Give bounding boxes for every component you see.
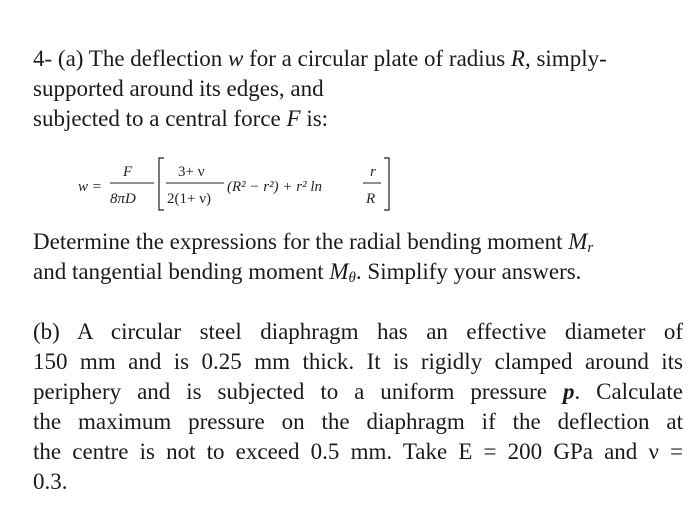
part-b-statement bbox=[33, 317, 683, 497]
part-b-line-4: the maximum pressure on the diaphragm if the deflection at bbox=[33, 409, 683, 434]
variable-Mtheta: M bbox=[329, 259, 349, 284]
text: , simply- bbox=[524, 46, 607, 71]
part-a-statement bbox=[33, 44, 683, 134]
formula-frac3-den: R bbox=[366, 191, 376, 207]
formula-frac1-den: 8πD bbox=[110, 191, 136, 207]
text: . Calculate bbox=[574, 379, 683, 404]
part-a-line-1 bbox=[33, 44, 683, 74]
formula-frac2-den: 2(1+ ν) bbox=[167, 191, 211, 207]
subscript-r: r bbox=[587, 240, 594, 256]
variable-w: w bbox=[227, 46, 244, 71]
variable-R: R bbox=[510, 46, 525, 71]
formula-frac3-num: r bbox=[370, 164, 376, 180]
right-bracket bbox=[384, 158, 389, 210]
determine-line-1 bbox=[33, 227, 683, 257]
subscript-theta: θ bbox=[348, 270, 356, 286]
text: is: bbox=[300, 106, 329, 131]
formula-frac2-num: 3+ ν bbox=[178, 164, 205, 180]
text: . Simplify your answers. bbox=[355, 259, 582, 284]
formula-lhs: w = bbox=[78, 179, 102, 195]
part-a-line-3 bbox=[33, 104, 683, 134]
variable-Mr: M bbox=[568, 229, 588, 254]
text: subjected to a central force bbox=[33, 106, 287, 131]
variable-p: p bbox=[562, 379, 575, 404]
formula-term1: (R² − r²) + r² ln bbox=[227, 179, 322, 195]
determine-statement bbox=[33, 227, 683, 287]
text: Determine the expressions for the radial bending moment bbox=[33, 229, 569, 254]
part-b-line-3 bbox=[33, 377, 683, 407]
text: and tangential bending moment bbox=[33, 259, 330, 284]
variable-F: F bbox=[286, 106, 301, 131]
part-b-line-6: 0.3. bbox=[33, 469, 68, 494]
part-a-line-2: supported around its edges, and bbox=[33, 76, 324, 101]
text: for a circular plate of radius bbox=[243, 46, 511, 71]
deflection-formula bbox=[70, 148, 430, 218]
text: periphery and is subjected to a uniform pressure bbox=[33, 379, 563, 404]
part-b-line-1: (b) A circular steel diaphragm has an effective diameter of bbox=[33, 319, 683, 344]
part-b-line-5: the centre is not to exceed 0.5 mm. Take E = 200 GPa and ν = bbox=[33, 439, 683, 464]
part-b-line-2: 150 mm and is 0.25 mm thick. It is rigidly clamped around its bbox=[33, 349, 683, 374]
formula-frac1-num: F bbox=[123, 164, 133, 180]
left-bracket bbox=[159, 158, 164, 210]
text: 4- (a) The deflection bbox=[33, 46, 228, 71]
determine-line-2 bbox=[33, 257, 683, 287]
